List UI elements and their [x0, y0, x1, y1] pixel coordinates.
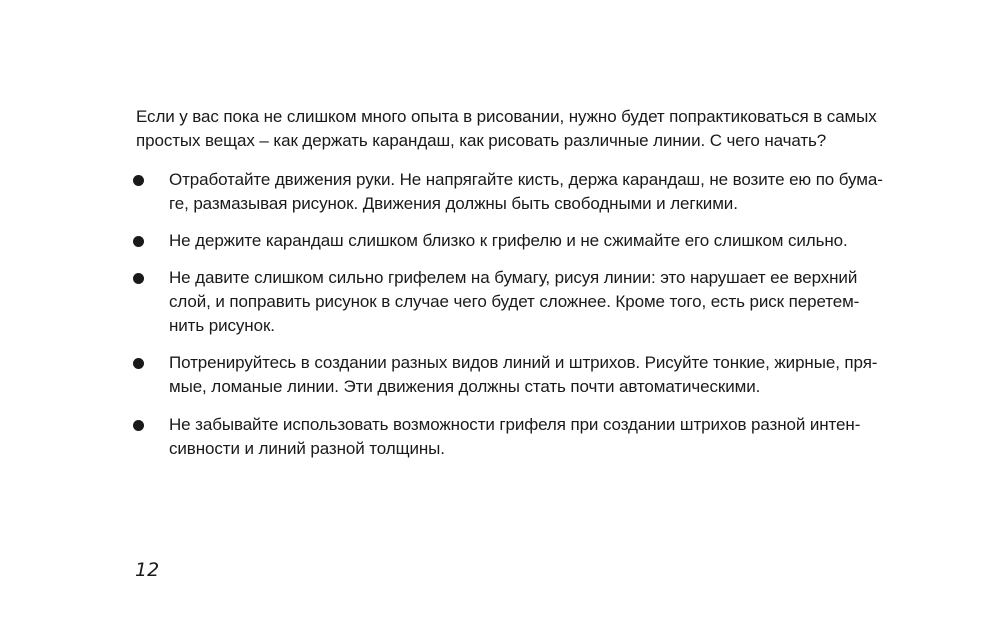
bullet-line: Не давите слишком сильно грифелем на бумагу, рисуя линии: это нарушает ее верхний — [169, 268, 858, 287]
bullet-line: Отработайте движения руки. Не напрягайте кисть, держа карандаш, не возите ею по бума- — [169, 170, 883, 189]
bullet-line: слой, и поправить рисунок в случае чего будет сложнее. Кроме того, есть риск перетем- — [169, 292, 860, 311]
bullet-dot — [133, 175, 144, 186]
bullet-dot — [133, 420, 144, 431]
bullet-dot — [133, 273, 144, 284]
bullet-dot — [133, 236, 144, 247]
bullet-line: нить рисунок. — [169, 316, 275, 335]
bullet-line: Потренируйтесь в создании разных видов линий и штрихов. Рисуйте тонкие, жирные, пря- — [169, 353, 878, 372]
bullet-dot — [133, 358, 144, 369]
intro-line: Если у вас пока не слишком много опыта в рисовании, нужно будет попрактиковаться в самых — [136, 107, 877, 126]
bullet-line: ге, размазывая рисунок. Движения должны быть свободными и легкими. — [169, 194, 738, 213]
intro-line: простых вещах – как держать карандаш, как рисовать различные линии. С чего начать? — [136, 131, 827, 150]
page-number: 12 — [135, 559, 160, 581]
bullet-line: сивности и линий разной толщины. — [169, 439, 445, 458]
bullet-line: Не держите карандаш слишком близко к грифелю и не сжимайте его слишком сильно. — [169, 231, 848, 250]
bullet-line: Не забывайте использовать возможности грифеля при создании штрихов разной интен- — [169, 415, 861, 434]
bullet-line: мые, ломаные линии. Эти движения должны стать почти автоматическими. — [169, 377, 761, 396]
